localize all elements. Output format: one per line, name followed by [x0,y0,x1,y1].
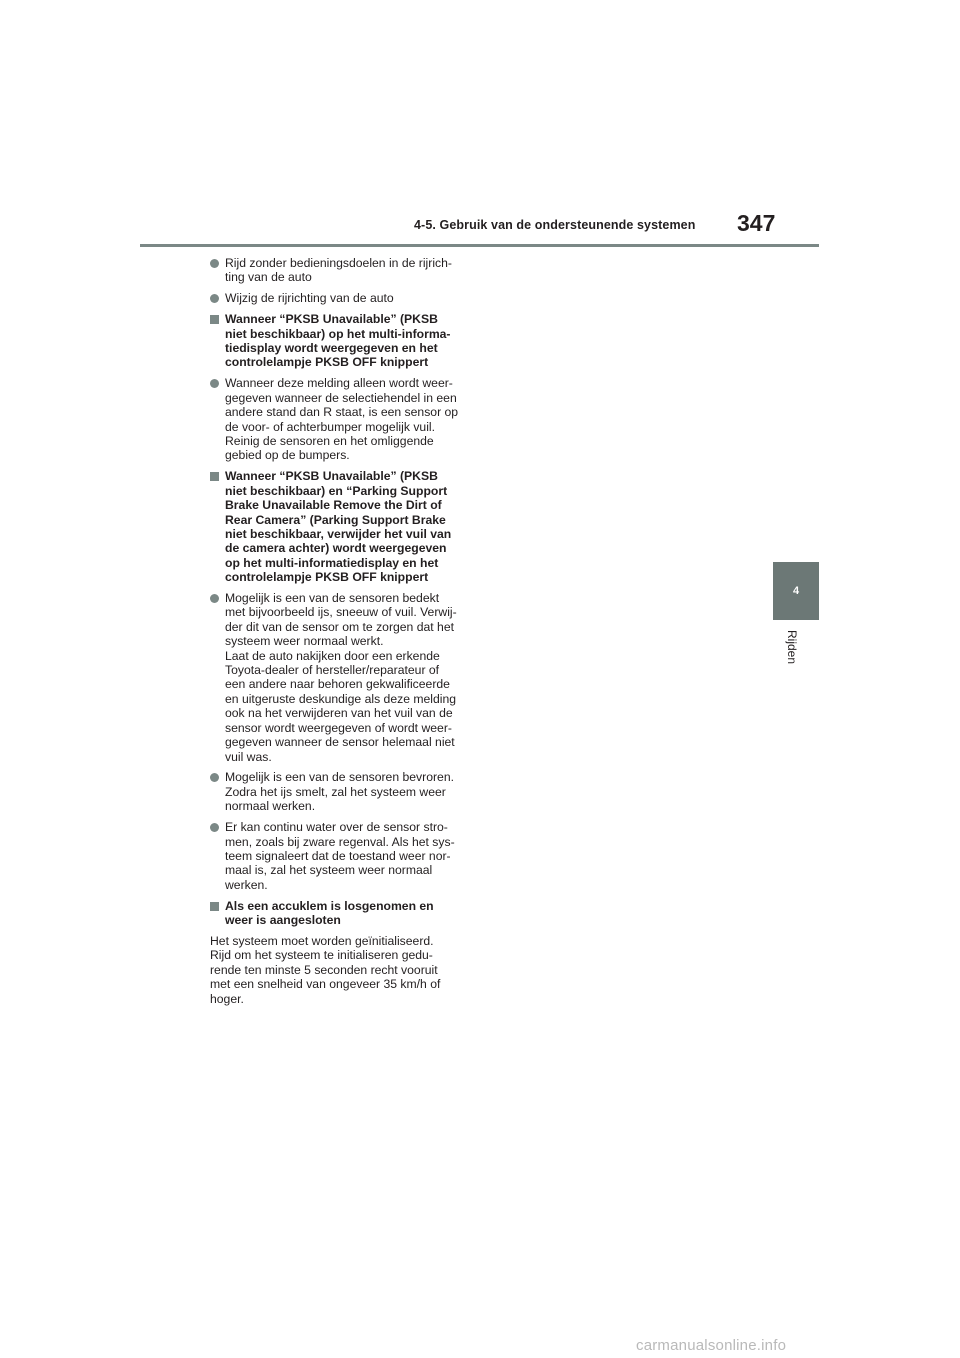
bullet-item: Wijzig de rijrichting van de auto [210,291,472,305]
chapter-label: Rijden [785,630,799,665]
section-heading: Wanneer “PKSB Unavailable” (PKSB niet beschikbaar) op het multi-informa- tiedisplay wordt weergegeven en het controlelampje PKSB OFF knippert [210,312,472,370]
section-title: 4-5. Gebruik van de ondersteunende systemen [414,218,696,232]
bullet-item: Mogelijk is een van de sensoren bevroren. Zodra het ijs smelt, zal het systeem weer normaal werken. [210,770,472,813]
paragraph: Het systeem moet worden geïnitialiseerd. Rijd om het systeem te initialiseren gedu- rende ten minste 5 seconden recht vooruit met een snelheid van ongeveer 35 km/h of hoger. [210,933,441,1006]
page-body [210,256,472,1013]
bullet-item: Wanneer deze melding alleen wordt weer- gegeven wanneer de selectiehendel in een andere stand dan R staat, is een sensor op de voor- of achterbumper mogelijk vuil. Reinig de sensoren en het omliggende gebied op de bumpers. [210,376,472,462]
page-number: 347 [737,210,776,236]
bullet-item: Rijd zonder bedieningsdoelen in de rijrich- ting van de auto [210,256,472,285]
section-heading: Wanneer “PKSB Unavailable” (PKSB niet beschikbaar) en “Parking Support Brake Unavailable Remove the Dirt of Rear Camera” (Parking Support Brake niet beschikbaar, verwijder het vuil van de camera achter) wordt weergegeven op het multi-informatiedisplay en het controlelampje PKSB OFF knippert [210,469,472,584]
chapter-tab[interactable] [773,562,819,620]
watermark: carmanualsonline.info [636,1337,787,1354]
bullet-item: Er kan continu water over de sensor stro- men, zoals bij zware regenval. Als het sys- teem signaleert dat de toestand weer nor- maal is, zal het systeem weer normaal werken. [210,820,472,892]
section-heading: Als een accuklem is losgenomen en weer is aangesloten [210,899,472,928]
header-divider [140,244,819,247]
bullet-item: Mogelijk is een van de sensoren bedekt met bijvoorbeeld ijs, sneeuw of vuil. Verwij- der dit van de sensor om te zorgen dat het systeem weer normaal werkt. Laat de auto nakijken door een erkende Toyota-dealer of hersteller/reparateur of een andere naar behoren gekwalificeerde en uitgeruste deskundige als deze melding ook na het verwijderen van het vuil van de sensor wordt weergegeven of wordt weer- gegeven wanneer de sensor helemaal niet vuil was. [210,591,472,764]
chapter-number: 4 [792,585,800,597]
